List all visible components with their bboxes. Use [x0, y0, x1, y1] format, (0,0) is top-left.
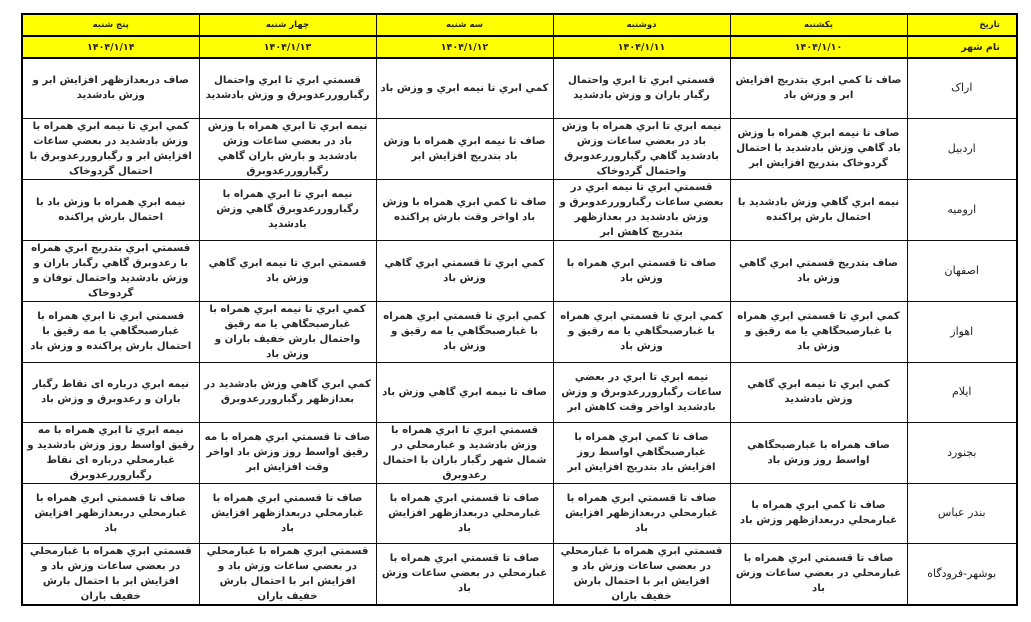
city-label: نام شهر: [907, 36, 1017, 58]
day-date: ۱۴۰۴/۱/۱۰: [730, 36, 907, 58]
table-row: [22, 362, 1017, 422]
city-name: ايلام: [907, 362, 1017, 422]
forecast-cell: نيمه ابري تا ابري همراه با وزش باد در بعضي ساعات وزش بادشديد گاهي رگباروررعدوبرق واحتمال گردوخاک: [553, 118, 730, 179]
forecast-cell: قسمتي ابري تا ابري همراه با وزش بادشديد و غبارمحلي در شمال شهر رگبار باران با احتمال رعدوبرق: [376, 422, 553, 483]
city-name: بجنورد: [907, 422, 1017, 483]
table-row: [22, 483, 1017, 543]
forecast-cell: صاف تا قسمتي ابري همراه با غبارمحلي در بعضي ساعات وزش باد: [730, 543, 907, 605]
day-name: دوشنبه: [553, 14, 730, 36]
forecast-cell: صاف تا قسمتي ابري همراه با غبارمحلي در بعضي ساعات وزش باد: [376, 543, 553, 605]
forecast-cell: قسمتي ابري تا ابري همراه با غبارصبحگاهي يا مه رقيق با احتمال بارش پراکنده و وزش باد: [22, 301, 199, 362]
forecast-cell: نيمه ابري گاهي وزش بادشديد با احتمال بارش پراکنده: [730, 179, 907, 240]
day-date: ۱۴۰۴/۱/۱۱: [553, 36, 730, 58]
city-name: اصفهان: [907, 240, 1017, 301]
table-row: [22, 58, 1017, 118]
forecast-cell: صاف تا قسمتي ابري همراه با وزش باد: [553, 240, 730, 301]
forecast-cell: صاف تا قسمتي ابري همراه با غبارمحلي دربعدازظهر افزايش باد: [376, 483, 553, 543]
forecast-cell: کمي ابري تا قسمتي ابري همراه با غبارصبحگاهي يا مه رقيق و وزش باد: [730, 301, 907, 362]
forecast-cell: قسمتي ابري همراه با غبارمحلي در بعضي ساعات وزش باد و افزايش ابر با احتمال بارش خفيف باران: [22, 543, 199, 605]
forecast-cell: قسمتي ابري تا ابري واحتمال رگباروررعدوبرق و وزش بادشديد: [199, 58, 376, 118]
forecast-cell: کمي ابري تا قسمتي ابري همراه با غبارصبحگاهي يا مه رقيق و وزش باد: [553, 301, 730, 362]
forecast-cell: قسمتي ابري تا نيمه ابري گاهي وزش باد: [199, 240, 376, 301]
table-row: [22, 179, 1017, 240]
forecast-cell: صاف تا قسمتي ابري همراه با غبارمحلي دربعدازظهر افزايش باد: [22, 483, 199, 543]
forecast-cell: نيمه ابري تا ابري همراه با مه رقيق اواسط روز وزش بادشديد و غبارمحلي درباره اى نقاط رگباروررعدوبرق: [22, 422, 199, 483]
forecast-cell: نيمه ابري تا ابري در بعضي ساعات رگباروررعدوبرق و وزش بادشديد اواخر وقت کاهش ابر: [553, 362, 730, 422]
table-row: [22, 118, 1017, 179]
forecast-cell: کمي ابري تا نيمه ابري همراه با غبارصبحگاهي يا مه رقيق واحتمال بارش خفيف باران و وزش باد: [199, 301, 376, 362]
forecast-cell: صاف تا کمي ابري همراه با وزش باد اواخر وقت بارش پراکنده: [376, 179, 553, 240]
forecast-cell: صاف تا نيمه ابري همراه با وزش باد بتدريج افزايش ابر: [376, 118, 553, 179]
city-name: اردبيل: [907, 118, 1017, 179]
city-name: اروميه: [907, 179, 1017, 240]
header-day-row: [22, 14, 1017, 36]
forecast-cell: صاف تا کمي ابري همراه با غبارصبحگاهي اواسط روز افزايش باد بتدريج افزايش ابر: [553, 422, 730, 483]
forecast-cell: قسمتي ابري همراه با غبارمحلي در بعضي ساعات وزش باد و افزايش ابر با احتمال بارش خفيف باران: [199, 543, 376, 605]
forecast-cell: قسمتي ابري همراه با غبارمحلي در بعضي ساعات وزش باد و افزايش ابر با احتمال بارش خفيف باران: [553, 543, 730, 605]
forecast-cell: صاف تا کمي ابري بتدريج افزايش ابر و وزش باد: [730, 58, 907, 118]
forecast-cell: صاف تا کمي ابري همراه با غبارمحلي دربعدازظهر وزش باد: [730, 483, 907, 543]
table-row: [22, 422, 1017, 483]
forecast-cell: صاف تا نيمه ابري همراه با وزش باد گاهي وزش بادشديد با احتمال گردوخاک بتدريج افزايش ابر: [730, 118, 907, 179]
forecast-cell: قسمتي ابري تا نيمه ابري در بعضي ساعات رگباروررعدوبرق و وزش بادشديد در بعدازظهر بتدريج کاهش ابر: [553, 179, 730, 240]
forecast-cell: صاف تا قسمتي ابري همراه با غبارمحلي دربعدازظهر افزايش باد: [553, 483, 730, 543]
header-date-row: [22, 36, 1017, 58]
forecast-cell: صاف تا قسمتي ابري همراه با مه رقيق اواسط روز وزش باد اواخر وقت افزايش ابر: [199, 422, 376, 483]
forecast-cell: قسمتي ابري بتدريج ابري همراه با رعدوبرق گاهي رگبار باران و وزش بادشديد واحتمال توفان و گردوخاک: [22, 240, 199, 301]
city-name: بوشهر-فرودگاه: [907, 543, 1017, 605]
day-date: ۱۴۰۴/۱/۱۴: [22, 36, 199, 58]
weather-forecast-table: [21, 13, 1018, 606]
city-name: بندر عباس: [907, 483, 1017, 543]
forecast-cell: کمي ابري تا قسمتي ابري همراه با غبارصبحگاهي يا مه رقيق و وزش باد: [376, 301, 553, 362]
table-row: [22, 240, 1017, 301]
forecast-cell: صاف تا نيمه ابري گاهي وزش باد: [376, 362, 553, 422]
forecast-cell: قسمتي ابري تا ابري واحتمال رگبار باران و وزش بادشديد: [553, 58, 730, 118]
forecast-cell: نيمه ابري تا ابري همراه با وزش باد در بعضي ساعات وزش بادشديد و بارش باران گاهي رگباروررعدوبرق: [199, 118, 376, 179]
forecast-cell: کمي ابري تا نيمه ابري و وزش باد: [376, 58, 553, 118]
city-name: اراک: [907, 58, 1017, 118]
forecast-cell: کمي ابري تا نيمه ابري گاهي وزش بادشديد: [730, 362, 907, 422]
forecast-cell: صاف همراه با غبارصبحگاهي اواسط روز وزش باد: [730, 422, 907, 483]
forecast-cell: صاف دربعدازظهر افزايش ابر و وزش بادشديد: [22, 58, 199, 118]
day-date: ۱۴۰۴/۱/۱۳: [199, 36, 376, 58]
table-row: [22, 543, 1017, 605]
day-name: یکشنبه: [730, 14, 907, 36]
city-name: اهواز: [907, 301, 1017, 362]
table-row: [22, 301, 1017, 362]
forecast-cell: کمي ابري تا قسمتي ابري گاهي وزش باد: [376, 240, 553, 301]
day-name: پنج شنبه: [22, 14, 199, 36]
forecast-cell: نيمه ابري درباره اى نقاط رگبار باران و رعدوبرق و وزش باد: [22, 362, 199, 422]
forecast-cell: نيمه ابري تا ابري همراه با رگباروررعدوبرق گاهي وزش بادشديد: [199, 179, 376, 240]
forecast-cell: صاف تا قسمتي ابري همراه با غبارمحلي دربعدازظهر افزايش باد: [199, 483, 376, 543]
forecast-cell: صاف بتدريج قسمتي ابري گاهي وزش باد: [730, 240, 907, 301]
day-date: ۱۴۰۴/۱/۱۲: [376, 36, 553, 58]
day-name: چهار شنبه: [199, 14, 376, 36]
date-label: تاریخ: [907, 14, 1017, 36]
forecast-cell: کمي ابري گاهي وزش بادشديد در بعدازظهر رگباروررعدوبرق: [199, 362, 376, 422]
day-name: سه شنبه: [376, 14, 553, 36]
forecast-cell: کمي ابري تا نيمه ابري همراه با وزش بادشديد در بعضي ساعات افزايش ابر و رگباروررعدوبرق با احتمال گردوخاک: [22, 118, 199, 179]
forecast-cell: نيمه ابري همراه با وزش باد با احتمال بارش پراکنده: [22, 179, 199, 240]
